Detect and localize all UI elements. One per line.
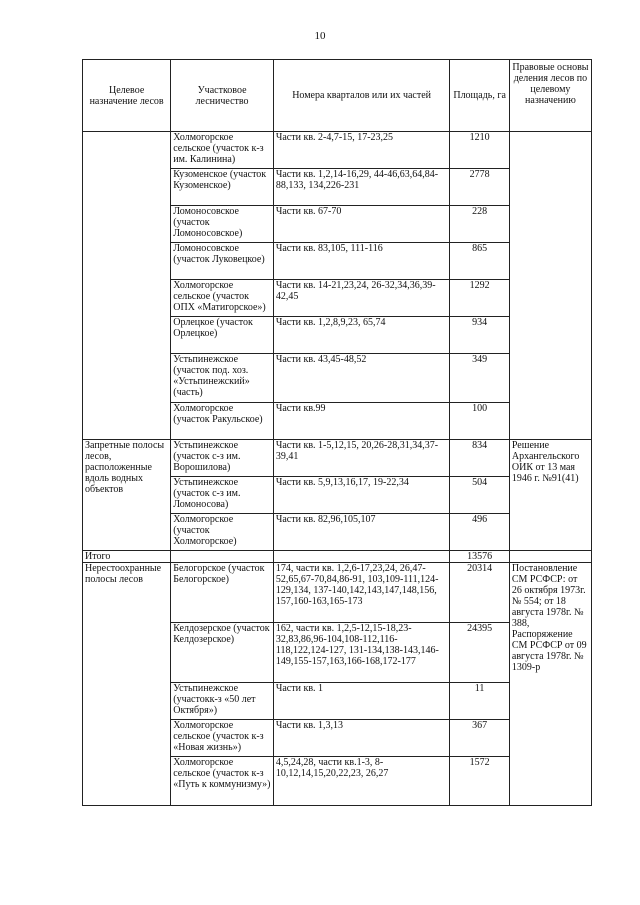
area-cell: 865 xyxy=(450,243,510,280)
quarters-cell: Части кв. 1 xyxy=(273,683,450,720)
district-cell: Устьпинежское (участок с-з им. Ворошилова) xyxy=(171,440,274,477)
district-cell: Устьпинежское (участокк-з «50 лет Октября») xyxy=(171,683,274,720)
total-empty-legal xyxy=(509,551,591,563)
district-cell: Орлецкое (участок Орлецкое) xyxy=(171,317,274,354)
district-cell: Холмогорское сельское (участок к-з им. Калинина) xyxy=(171,132,274,169)
quarters-cell: Части кв. 43,45-48,52 xyxy=(273,354,450,403)
area-cell: 2778 xyxy=(450,169,510,206)
area-cell: 349 xyxy=(450,354,510,403)
table-header-row xyxy=(83,60,592,132)
area-cell: 100 xyxy=(450,403,510,440)
area-cell: 367 xyxy=(450,720,510,757)
area-cell: 504 xyxy=(450,477,510,514)
district-cell: Устьпинежское (участок под. хоз. «Устьпинежский» (часть) xyxy=(171,354,274,403)
area-cell: 834 xyxy=(450,440,510,477)
header-area: Площадь, га xyxy=(450,60,510,132)
district-cell: Холмогорское (участок Холмогорское) xyxy=(171,514,274,551)
quarters-cell: 174, части кв. 1,2,6-17,23,24, 26,47-52,65,67-70,84,86-91, 103,109-111,124-129,134, 137-140,142,143,147,148,156, 157,160-163,165-173 xyxy=(273,563,450,623)
quarters-cell: Части кв. 67-70 xyxy=(273,206,450,243)
area-cell: 11 xyxy=(450,683,510,720)
district-cell: Ломоносовское (участок Луковецкое) xyxy=(171,243,274,280)
total-empty-district xyxy=(171,551,274,563)
area-cell: 934 xyxy=(450,317,510,354)
page-number: 10 xyxy=(314,30,326,42)
area-cell: 1210 xyxy=(450,132,510,169)
table-row xyxy=(83,132,592,169)
area-cell: 1292 xyxy=(450,280,510,317)
district-cell: Келдозерское (участок Келдозерское) xyxy=(171,623,274,683)
legal-cell-empty xyxy=(509,132,591,440)
legal-cell: Решение Архангельского ОИК от 13 мая 1946 г. №91(41) xyxy=(509,440,591,551)
quarters-cell: Части кв. 1,3,13 xyxy=(273,720,450,757)
quarters-cell: Части кв. 1,2,14-16,29, 44-46,63,64,84-88,133, 134,226-231 xyxy=(273,169,450,206)
quarters-cell: Части кв. 82,96,105,107 xyxy=(273,514,450,551)
area-cell: 1572 xyxy=(450,757,510,806)
total-label: Итого xyxy=(83,551,171,563)
total-area: 13576 xyxy=(450,551,510,563)
quarters-cell: Части кв.99 xyxy=(273,403,450,440)
area-cell: 24395 xyxy=(450,623,510,683)
table-row xyxy=(83,563,592,623)
quarters-cell: Части кв. 83,105, 111-116 xyxy=(273,243,450,280)
total-row xyxy=(83,551,592,563)
quarters-cell: Части кв. 1,2,8,9,23, 65,74 xyxy=(273,317,450,354)
district-cell: Белогорское (участок Белогорское) xyxy=(171,563,274,623)
quarters-cell: 162, части кв. 1,2,5-12,15-18,23-32,83,86,96-104,108-112,116-118,122,124-127, 131-134,138-143,146-149,155-157,163,166-168,172-177 xyxy=(273,623,450,683)
area-cell: 20314 xyxy=(450,563,510,623)
district-cell: Холмогорское (участок Ракульское) xyxy=(171,403,274,440)
district-cell: Кузоменское (участок Кузоменское) xyxy=(171,169,274,206)
total-empty-quarters xyxy=(273,551,450,563)
quarters-cell: Части кв. 1-5,12,15, 20,26-28,31,34,37-39,41 xyxy=(273,440,450,477)
district-cell: Холмогорское сельское (участок к-з «Путь к коммунизму») xyxy=(171,757,274,806)
area-cell: 228 xyxy=(450,206,510,243)
quarters-cell: Части кв. 5,9,13,16,17, 19-22,34 xyxy=(273,477,450,514)
purpose-cell: Нерестоохранные полосы лесов xyxy=(83,563,171,806)
header-legal: Правовые основы деления лесов по целевому назначению xyxy=(509,60,591,132)
district-cell: Холмогорское сельское (участок к-з «Новая жизнь») xyxy=(171,720,274,757)
district-cell: Устьпинежское (участок с-з им. Ломоносова) xyxy=(171,477,274,514)
quarters-cell: Части кв. 14-21,23,24, 26-32,34,36,39-42,45 xyxy=(273,280,450,317)
area-cell: 496 xyxy=(450,514,510,551)
quarters-cell: 4,5,24,28, части кв.1-3, 8-10,12,14,15,20,22,23, 26,27 xyxy=(273,757,450,806)
district-cell: Холмогорское сельское (участок ОПХ «Матигорское») xyxy=(171,280,274,317)
table-row xyxy=(83,440,592,477)
legal-cell: Постановление СМ РСФСР: от 26 октября 1973г. № 554; от 18 августа 1978г. № 388, Распоряжение СМ РСФСР от 09 августа 1978г. № 1309-р xyxy=(509,563,591,806)
district-cell: Ломоносовское (участок Ломоносовское) xyxy=(171,206,274,243)
purpose-cell-empty xyxy=(83,132,171,440)
header-district: Участковое лесничество xyxy=(171,60,274,132)
header-quarters: Номера кварталов или их частей xyxy=(273,60,450,132)
header-purpose: Целевое назначение лесов xyxy=(83,60,171,132)
quarters-cell: Части кв. 2-4,7-15, 17-23,25 xyxy=(273,132,450,169)
forest-purpose-table xyxy=(82,59,592,806)
purpose-cell: Запретные полосы лесов, расположенные вдоль водных объектов xyxy=(83,440,171,551)
